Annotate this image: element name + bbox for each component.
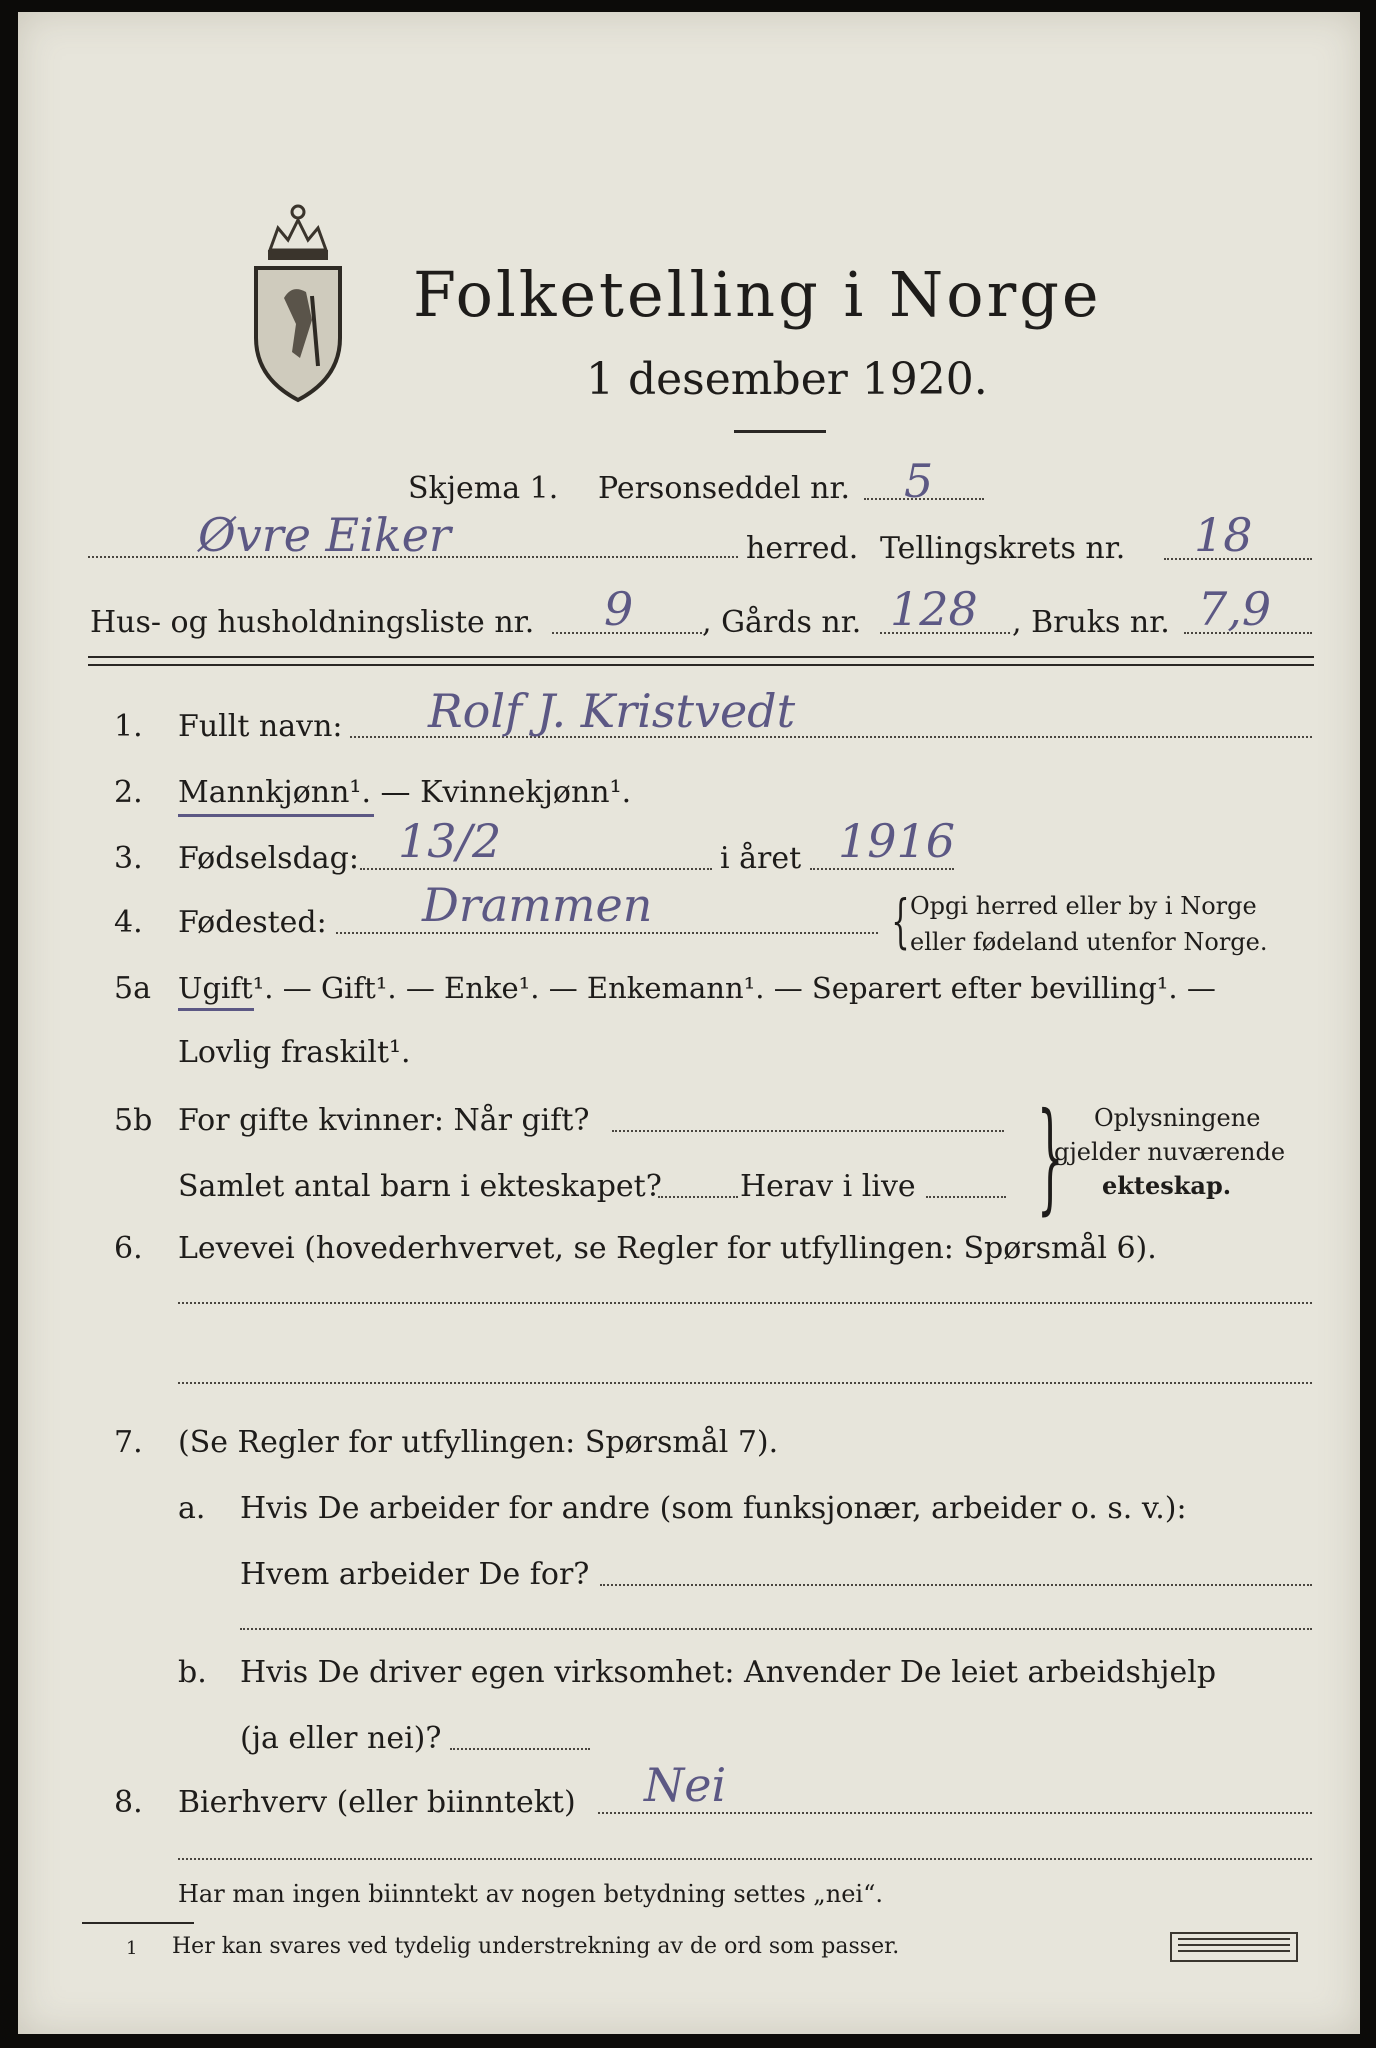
- personseddel-value[interactable]: 5: [904, 454, 934, 508]
- q5a-line2[interactable]: Lovlig fraskilt¹.: [178, 1035, 411, 1070]
- header-rule-bottom: [88, 664, 1314, 666]
- q6-number: 6.: [114, 1231, 143, 1266]
- q7a-employer-line: [600, 1584, 1312, 1586]
- q5a-ugift-underline: [178, 1008, 254, 1011]
- q6-line1: [178, 1302, 1312, 1304]
- q1-number: 1.: [114, 709, 143, 744]
- q2-gender-options[interactable]: Mannkjønn¹. — Kvinnekjønn¹.: [178, 775, 632, 810]
- q5b-note-line3: ekteskap.: [1102, 1171, 1232, 1200]
- q5b-married-line: [612, 1130, 1004, 1132]
- q6-line2: [178, 1382, 1312, 1384]
- q8-extra-line: [178, 1858, 1312, 1860]
- bruks-value[interactable]: 7,9: [1198, 582, 1272, 636]
- q3-year-line: [810, 868, 954, 870]
- q7b-line1: Hvis De driver egen virksomhet: Anvender De leiet arbeidshjelp: [240, 1655, 1217, 1690]
- q5b-number: 5b: [114, 1103, 153, 1138]
- q4-label: Fødested:: [178, 905, 327, 940]
- q5a-marital-options[interactable]: Ugift¹. — Gift¹. — Enke¹. — Enkemann¹. — Separert efter bevilling¹. —: [178, 971, 1216, 1005]
- header-rule-top: [88, 656, 1314, 658]
- q4-birthplace-value[interactable]: Drammen: [422, 878, 653, 932]
- nei-note: Har man ingen biinntekt av nogen betydning settes „nei“.: [178, 1880, 883, 1908]
- tellingskrets-label: Tellingskrets nr.: [880, 531, 1126, 566]
- q4-note-line2: eller fødeland utenfor Norge.: [910, 928, 1268, 956]
- q7a-extra-line: [240, 1628, 1312, 1630]
- q8-number: 8.: [114, 1785, 143, 1820]
- q4-note-brace: {: [891, 887, 910, 955]
- q3-year-value[interactable]: 1916: [838, 814, 956, 868]
- schema-label: Skjema 1.: [408, 471, 559, 506]
- census-form-sheet: [18, 12, 1360, 2034]
- q2-mannkjonn-underline: [178, 814, 374, 817]
- q8-label: Bierhverv (eller biinntekt): [178, 1785, 576, 1820]
- q2-number: 2.: [114, 775, 143, 810]
- q3-birthdate-value[interactable]: 13/2: [398, 814, 502, 868]
- gards-value[interactable]: 128: [890, 582, 978, 636]
- footnote-text: Her kan svares ved tydelig understrekning av de ord som passer.: [172, 1934, 900, 1959]
- q8-line: [598, 1812, 1312, 1814]
- q7a-line2: Hvem arbeider De for?: [240, 1557, 590, 1592]
- q3-number: 3.: [114, 841, 143, 876]
- q7-number: 7.: [114, 1425, 143, 1460]
- form-date: 1 desember 1920.: [586, 354, 988, 405]
- q7a-line1: Hvis De arbeider for andre (som funksjonær, arbeider o. s. v.):: [240, 1491, 1187, 1526]
- q4-number: 4.: [114, 905, 143, 940]
- bruks-label: , Bruks nr.: [1012, 605, 1170, 640]
- q7b-answer-line: [450, 1748, 590, 1750]
- tellingskrets-value[interactable]: 18: [1194, 508, 1253, 562]
- q5b-children-line: [658, 1196, 738, 1198]
- norwegian-coat-of-arms-icon: [248, 188, 348, 404]
- herred-value[interactable]: Øvre Eiker: [198, 508, 451, 562]
- q3-year-label: i året: [720, 841, 802, 876]
- personseddel-label: Personseddel nr.: [598, 471, 851, 506]
- q5b-alive-line: [926, 1196, 1006, 1198]
- herred-label: herred.: [746, 531, 859, 566]
- q8-value[interactable]: Nei: [644, 1758, 727, 1812]
- form-title: Folketelling i Norge: [413, 258, 1102, 331]
- q7a-letter: a.: [178, 1491, 206, 1526]
- liste-value[interactable]: 9: [604, 582, 634, 636]
- q7b-letter: b.: [178, 1655, 207, 1690]
- q1-full-name-value[interactable]: Rolf J. Kristvedt: [428, 684, 796, 738]
- q6-label: Levevei (hovederhvervet, se Regler for utfyllingen: Spørsmål 6).: [178, 1231, 1157, 1266]
- gards-label: , Gårds nr.: [702, 605, 862, 640]
- q5b-alive-label: Herav i live: [740, 1169, 916, 1204]
- q7b-line2: (ja eller nei)?: [240, 1721, 442, 1756]
- q4-note-line1: Opgi herred eller by i Norge: [910, 892, 1257, 920]
- q5b-children-label: Samlet antal barn i ekteskapet?: [178, 1169, 662, 1204]
- q1-label: Fullt navn:: [178, 709, 343, 744]
- q5b-note-line2: gjelder nuværende: [1054, 1138, 1286, 1166]
- q7-label: (Se Regler for utfyllingen: Spørsmål 7).: [178, 1425, 779, 1460]
- printer-stamp-icon: [1170, 1932, 1298, 1962]
- q5b-line1: For gifte kvinner: Når gift?: [178, 1103, 590, 1138]
- q4-line: [336, 932, 878, 934]
- title-divider: [734, 430, 826, 433]
- footnote-rule: [82, 1922, 194, 1924]
- q3-line: [360, 868, 712, 870]
- q5b-note-brace: }: [1036, 1088, 1064, 1227]
- q5a-number: 5a: [114, 971, 151, 1006]
- q3-label: Fødselsdag:: [178, 841, 359, 876]
- liste-label: Hus- og husholdningsliste nr.: [90, 605, 535, 640]
- footnote-mark: 1: [126, 1938, 138, 1959]
- q5b-note-line1: Oplysningene: [1094, 1104, 1261, 1132]
